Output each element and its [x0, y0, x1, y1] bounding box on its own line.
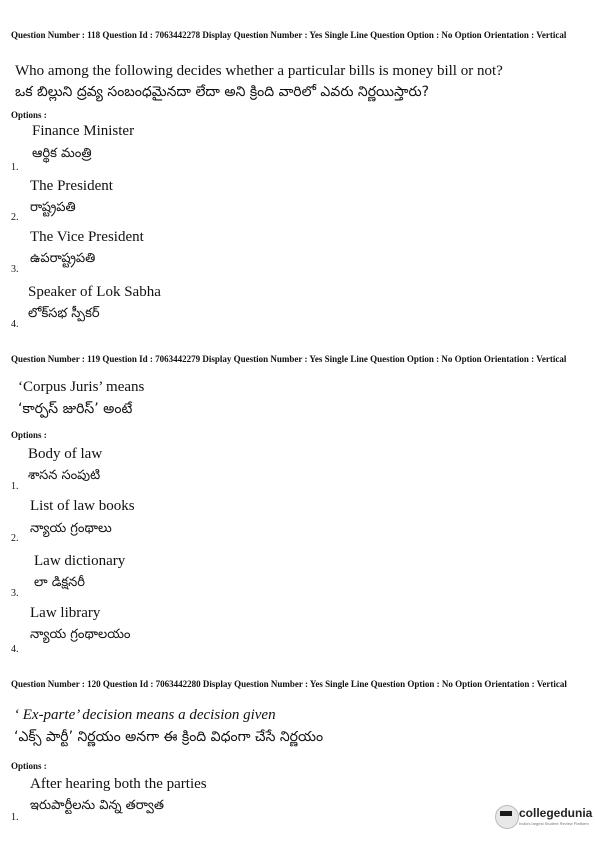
option-number: 1. — [11, 162, 19, 173]
option-text-en: Speaker of Lok Sabha — [28, 284, 161, 300]
options-label: Options : — [11, 761, 47, 771]
question-meta: Question Number : 119 Question Id : 7063442279 Display Question Number : Yes Single Line Question Option : No Option Orientation : Vertical — [11, 354, 567, 364]
option-number: 3. — [11, 264, 19, 275]
options-label: Options : — [11, 430, 47, 440]
logo-tagline: India's largest Student Review Platform — [519, 821, 589, 826]
option-number: 3. — [11, 588, 19, 599]
option-text-en: Finance Minister — [32, 123, 135, 139]
collegedunia-logo — [495, 803, 593, 833]
question-text-te: ‘ఎక్స్ పార్టీ’ నిర్ణయం అనగా ఈ క్రింది విధంగా చేసే నిర్ణయం — [14, 729, 324, 745]
option-text-te: ఇరుపార్టీలను విన్న తర్వాత — [30, 798, 164, 813]
option-text-en: The Vice President — [30, 229, 144, 245]
option-number: 4. — [11, 319, 19, 330]
question-text-te: ‘కార్పస్ జురిస్’ అంటే — [18, 401, 133, 417]
option-text-en: Law library — [30, 605, 101, 621]
option-number: 1. — [11, 481, 19, 492]
option-text-en: After hearing both the parties — [30, 776, 207, 792]
option-text-te: రాష్ట్రపతి — [30, 200, 76, 215]
option-number: 2. — [11, 533, 19, 544]
option-text-en: The President — [30, 178, 113, 194]
question-text-en: Who among the following decides whether a particular bills is money bill or not? — [15, 63, 503, 79]
graduation-cap-icon — [495, 805, 519, 829]
option-text-te: ఉపరాష్ట్రపతి — [30, 251, 96, 266]
option-text-te: ఆర్థిక మంత్రి — [32, 146, 92, 161]
options-label: Options : — [11, 110, 47, 120]
option-text-te: న్యాయ గ్రంథాలు — [30, 521, 112, 536]
option-number: 2. — [11, 212, 19, 223]
option-number: 1. — [11, 812, 19, 823]
question-text-te: ఒక బిల్లుని ద్రవ్య సంబంధమైనదా లేదా అని క్రింది వారిలో ఎవరు నిర్ణయిస్తారు? — [15, 84, 430, 100]
option-text-te: శాసన సంపుటి — [28, 468, 101, 483]
option-number: 4. — [11, 644, 19, 655]
option-text-en: Law dictionary — [34, 553, 126, 569]
option-text-en: Body of law — [28, 446, 103, 462]
option-text-te: లోక్‌సభ స్పీకర్ — [28, 306, 100, 321]
logo-name: collegedunia — [519, 806, 593, 820]
option-text-te: న్యాయ గ్రంథాలయం — [30, 627, 131, 642]
option-text-en: List of law books — [30, 498, 135, 514]
question-meta: Question Number : 120 Question Id : 7063442280 Display Question Number : Yes Single Line Question Option : No Option Orientation : Vertical — [11, 679, 567, 689]
option-text-te: లా డిక్షనరీ — [34, 575, 85, 590]
question-text-en: ‘Corpus Juris’ means — [18, 379, 145, 395]
question-text-en: ‘ Ex-parte’ decision means a decision given — [14, 707, 276, 723]
question-meta: Question Number : 118 Question Id : 7063442278 Display Question Number : Yes Single Line Question Option : No Option Orientation : Vertical — [11, 30, 567, 40]
